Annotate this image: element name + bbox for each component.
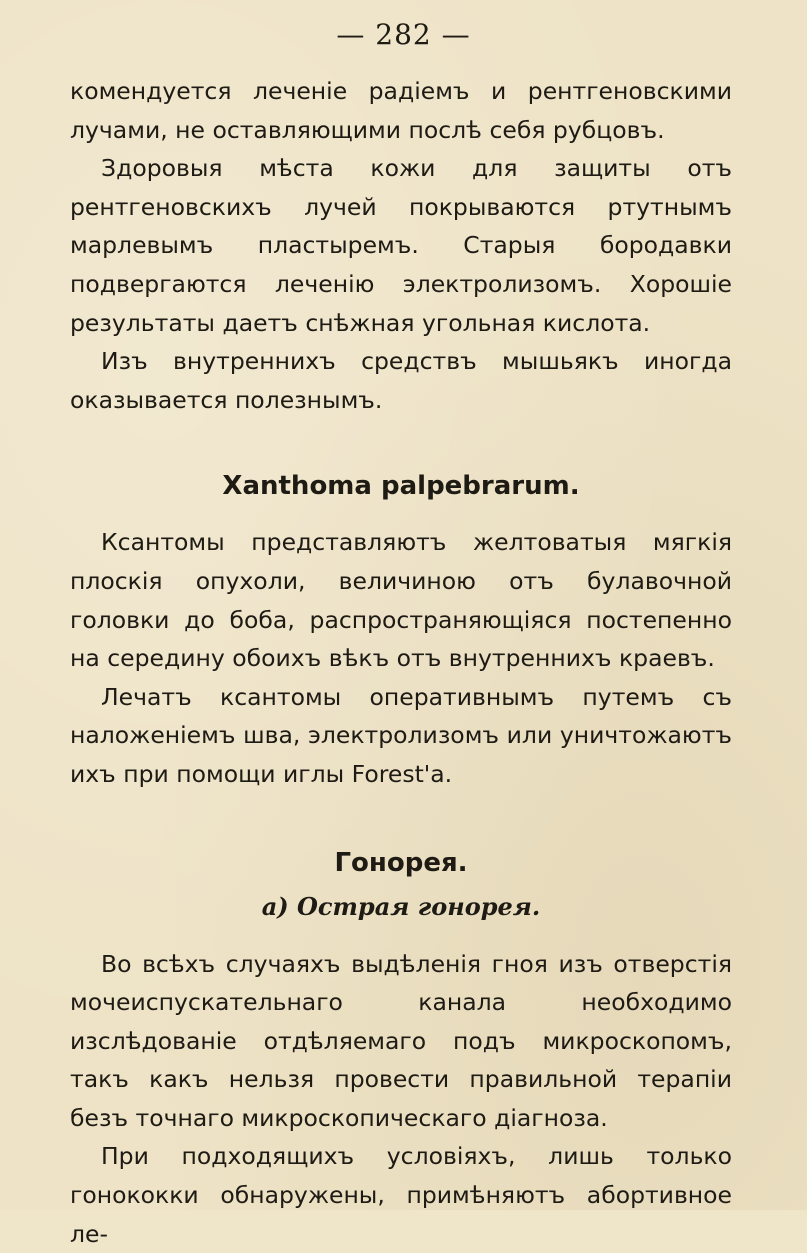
paragraph-xanthoma-description: Ксантомы представляютъ желтоватыя мягкія плоскія опухоли, величиною отъ булавочной головки до боба, распространяющіяся постепенно на середину обоихъ вѣкъ отъ внутреннихъ краевъ. [70,528,732,673]
subsection-heading-acute: а) Острая гонорея. [261,891,541,921]
paragraph-microscopy: Во всѣхъ случаяхъ выдѣленія гноя изъ отверстія мочеиспускательнаго канала необходимо изслѣдованіе отдѣляемаго подъ микроскопомъ, такъ какъ нельзя провести правильной терапіи безъ точнаго микроскопическаго діагноза. [70,949,732,1132]
paragraph-abortive-treatment: При подходящихъ условіяхъ, лишь только гонококки обнаружены, примѣняютъ абортивное ле- [70,1142,732,1248]
page-number: — 282 — [336,18,471,51]
paragraph-xray-protection: Здоровыя мѣста кожи для защиты отъ рентгеновскихъ лучей покрываются ртутнымъ марлевымъ пластыремъ. Старыя бородавки подвергаются леченію электролизомъ. Хорошіе результаты даетъ снѣжная угольная кислота. [70,154,732,337]
section-heading-gonorrhea: Гонорея. [334,847,468,878]
paragraph-continuation: комендуется леченіе радіемъ и рентгеновскими лучами, не оставляющими послѣ себя рубцовъ. [70,77,732,144]
page-content [70,72,732,1253]
paragraph-xanthoma-treatment: Лечатъ ксантомы оперативнымъ путемъ съ наложеніемъ шва, электролизомъ или уничтожаютъ ихъ при помощи иглы Forest'a. [70,682,732,788]
paragraph-internal-remedies: Изъ внутреннихъ средствъ мышьякъ иногда оказывается полезнымъ. [70,347,732,414]
section-heading-xanthoma: Xanthoma palpebrarum. [222,471,580,502]
